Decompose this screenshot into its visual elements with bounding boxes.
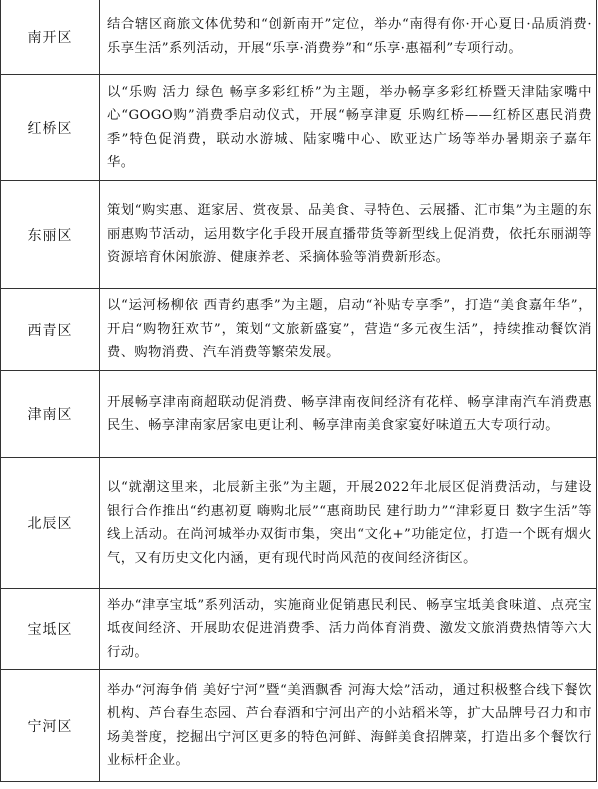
activity-description-cell: 结合辖区商旅文体优势和“创新南开”定位，举办“南得有你·开心夏日·品质消费·乐享生活”系列活动，开展“乐享·消费券”和“乐享·惠福利”专项行动。 [100,0,597,75]
activity-description-cell: 策划“购实惠、逛家居、赏夜景、品美食、寻特色、云展播、汇市集”为主题的东丽惠购节活动，运用数字化手段开展直播带货等新型线上促消费，依托东丽湖等资源培育休闲旅游、健康养老、采摘体验等消费新形态。 [100,181,597,289]
activity-description-cell: 以“就潮这里来，北辰新主张”为主题，开展2022年北辰区促消费活动，与建设银行合作推出“约惠初夏 嗨购北辰”“惠商助民 建行助力”“津彩夏日 数字生活”等线上活动。在尚河城举办双街市集，突出“文化+”功能定位，打造一个既有烟火气，又有历史文化内涵，更有现代时尚风范的夜间经济街区。 [100,458,597,589]
district-name-cell: 红桥区 [1,75,100,181]
table-row [1,458,597,589]
table-row [1,371,597,458]
district-name-cell: 南开区 [1,0,100,75]
activity-description-cell: 举办“津享宝坻”系列活动，实施商业促销惠民利民、畅享宝坻美食味道、点亮宝坻夜间经济、开展助农促进消费季、活力尚体育消费、激发文旅消费热情等六大行动。 [100,589,597,670]
table-row [1,75,597,181]
activity-description-cell: 举办“河海争俏 美好宁河”暨“美酒飘香 河海大烩”活动，通过积极整合线下餐饮机构、芦台春生态园、芦台春酒和宁河出产的小站稻米等，扩大品牌号召力和市场美誉度，挖掘出宁河区更多的特色河鲜、海鲜美食招牌菜，打造出多个餐饮行业标杆企业。 [100,670,597,782]
district-name-cell: 北辰区 [1,458,100,589]
district-name-cell: 宁河区 [1,670,100,782]
table-row [1,670,597,782]
district-name-cell: 津南区 [1,371,100,458]
activity-description-cell: 以“运河杨柳依 西青约惠季”为主题，启动“补贴专享季”，打造“美食嘉年华”，开启“购物狂欢节”，策划“文旅新盛宴”，营造“多元夜生活”，持续推动餐饮消费、购物消费、汽车消费等繁荣发展。 [100,289,597,371]
district-name-cell: 宝坻区 [1,589,100,670]
table-row [1,289,597,371]
district-name-cell: 东丽区 [1,181,100,289]
table-row [1,589,597,670]
activity-description-cell: 以“乐购 活力 绿色 畅享多彩红桥”为主题，举办畅享多彩红桥暨天津陆家嘴中心“GOGO购”消费季启动仪式，开展“畅享津夏 乐购红桥——红桥区惠民消费季”特色促消费，联动水游城、陆家嘴中心、欧亚达广场等举办暑期亲子嘉年华。 [100,75,597,181]
district-name-cell: 西青区 [1,289,100,371]
activity-description-cell: 开展畅享津南商超联动促消费、畅享津南夜间经济有花样、畅享津南汽车消费惠民生、畅享津南家居家电更让利、畅享津南美食家宴好味道五大专项行动。 [100,371,597,458]
table-row [1,0,597,75]
table-row [1,181,597,289]
